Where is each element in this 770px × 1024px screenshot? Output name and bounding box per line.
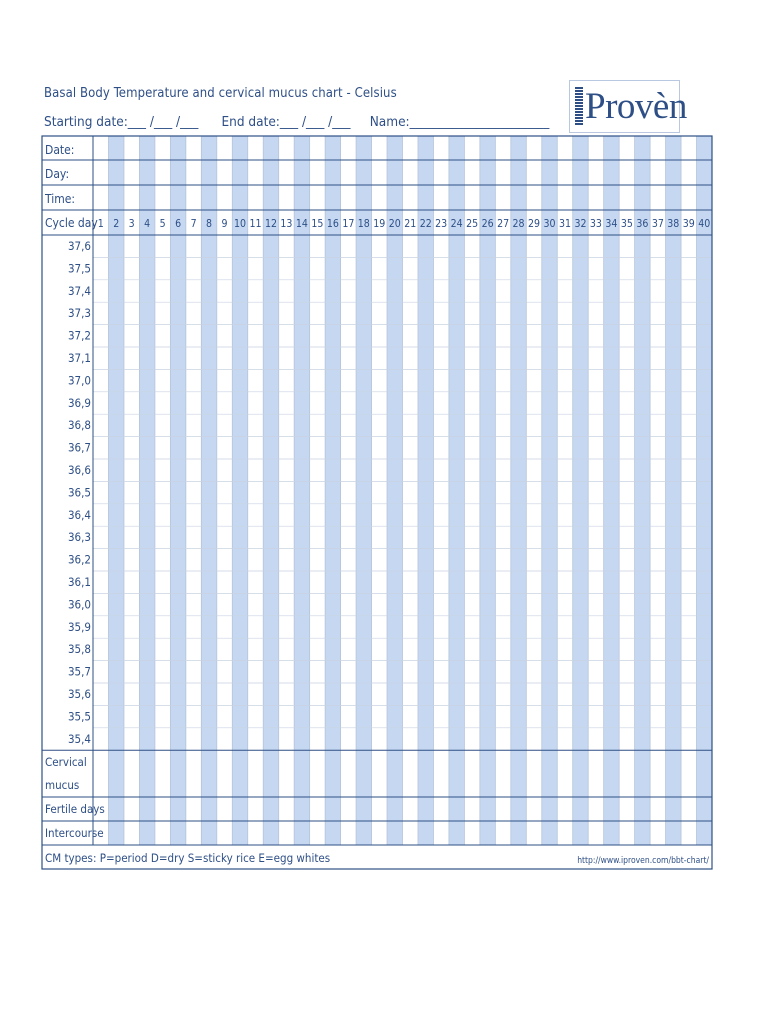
- day-column-stripe: [418, 136, 433, 845]
- day-column-stripe: [356, 136, 371, 845]
- temperature-label: 36,8: [67, 418, 91, 433]
- footer-url-link[interactable]: http://www.iproven.com/bbt-chart/: [577, 856, 709, 866]
- temperature-label: 35,9: [67, 619, 91, 634]
- cycle-day-number: 3: [128, 218, 135, 230]
- temperature-label: 37,2: [67, 328, 91, 343]
- cycle-day-number: 18: [357, 218, 370, 230]
- cycle-day-number: 27: [497, 218, 510, 230]
- temperature-label: 37,0: [67, 373, 91, 388]
- temperature-label: 37,6: [67, 239, 91, 253]
- row-label-fertile-days: Fertile days: [45, 802, 105, 816]
- temperature-label: 36,4: [67, 507, 91, 522]
- day-column-stripe: [635, 136, 650, 845]
- temperature-label: 37,1: [67, 351, 91, 365]
- cycle-day-number: 31: [558, 218, 572, 230]
- cycle-day-number: 19: [373, 218, 386, 230]
- day-column-stripe: [170, 136, 185, 845]
- cycle-day-number: 26: [481, 218, 494, 230]
- cycle-day-number: 21: [404, 218, 417, 230]
- cycle-day-number: 22: [419, 218, 432, 230]
- cycle-day-number: 33: [589, 218, 602, 230]
- cycle-day-number: 24: [450, 218, 463, 230]
- temperature-label: 36,3: [67, 530, 91, 545]
- day-column-stripe: [325, 136, 340, 845]
- day-column-stripe: [542, 136, 557, 845]
- temperature-label: 37,5: [67, 261, 91, 276]
- cycle-day-number: 23: [435, 218, 448, 230]
- temperature-label: 35,8: [67, 642, 91, 657]
- row-label-date: Date:: [45, 143, 75, 157]
- day-column-stripe: [449, 136, 464, 845]
- cycle-day-number: 30: [543, 218, 556, 230]
- day-column-stripe: [387, 136, 402, 845]
- temperature-label: 35,5: [67, 709, 91, 724]
- temperature-label: 35,7: [67, 664, 91, 679]
- cycle-day-number: 40: [698, 218, 711, 230]
- row-label-day: Day:: [45, 167, 70, 181]
- cycle-day-number: 36: [636, 218, 649, 230]
- cycle-day-number: 15: [311, 218, 324, 230]
- temperature-label: 36,0: [67, 597, 91, 612]
- temperature-label: 37,3: [67, 306, 91, 321]
- cycle-day-number: 9: [221, 218, 228, 230]
- day-column-stripe: [604, 136, 619, 845]
- cycle-day-number: 11: [249, 218, 262, 230]
- cycle-day-number: 35: [620, 218, 633, 230]
- temperature-label: 35,6: [67, 687, 91, 701]
- row-label-cervical: Cervical: [45, 755, 87, 769]
- day-column-stripe: [232, 136, 247, 845]
- cycle-day-number: 2: [113, 218, 120, 230]
- day-column-stripe: [139, 136, 154, 845]
- cycle-day-number: 39: [682, 218, 695, 230]
- day-column-stripe: [511, 136, 526, 845]
- day-column-stripe: [108, 136, 123, 845]
- row-label-intercourse: Intercourse: [45, 826, 104, 840]
- cycle-day-number: 5: [159, 218, 166, 230]
- row-label-cycle-day: Cycle day: [45, 216, 98, 230]
- temperature-label: 37,4: [67, 283, 91, 298]
- temperature-label: 36,7: [67, 440, 91, 455]
- cycle-day-number: 8: [206, 218, 213, 230]
- temperature-label: 36,1: [67, 575, 91, 589]
- cycle-day-number: 37: [651, 218, 664, 230]
- temperature-label: 35,4: [67, 731, 91, 746]
- cycle-day-number: 34: [605, 218, 618, 230]
- cycle-day-number: 13: [280, 218, 293, 230]
- cycle-day-number: 10: [233, 218, 247, 230]
- day-column-stripe: [201, 136, 216, 845]
- cycle-day-number: 29: [528, 218, 541, 230]
- starting-date-field[interactable]: Starting date:___ /___ /___: [44, 114, 199, 130]
- cycle-day-number: 32: [574, 218, 587, 230]
- cycle-day-number: 16: [326, 218, 339, 230]
- day-column-stripe: [263, 136, 278, 845]
- cycle-day-number: 6: [175, 218, 182, 230]
- cycle-day-number: 28: [512, 218, 525, 230]
- end-date-field[interactable]: End date:___ /___ /___: [221, 114, 351, 130]
- row-label-mucus: mucus: [45, 778, 80, 792]
- cycle-day-number: 1: [97, 218, 104, 230]
- day-column-stripe: [294, 136, 309, 845]
- temperature-label: 36,6: [67, 463, 91, 477]
- day-column-stripe: [480, 136, 495, 845]
- cycle-day-number: 17: [342, 218, 355, 230]
- cycle-day-number: 7: [190, 218, 197, 230]
- cm-types-legend: CM types: P=period D=dry S=sticky rice E=egg whites: [45, 851, 331, 865]
- temperature-label: 36,5: [67, 485, 91, 500]
- temperature-label: 36,9: [67, 395, 91, 410]
- cycle-day-number: 38: [667, 218, 680, 230]
- cycle-day-number: 4: [144, 218, 151, 230]
- day-column-stripe: [573, 136, 588, 845]
- day-column-stripe: [697, 136, 712, 845]
- temperature-label: 36,2: [67, 552, 91, 567]
- cycle-day-number: 25: [466, 218, 479, 230]
- day-column-stripe: [666, 136, 681, 845]
- cycle-day-number: 14: [295, 218, 308, 230]
- cycle-day-number: 20: [388, 218, 401, 230]
- cycle-day-number: 12: [264, 218, 277, 230]
- row-label-time: Time:: [45, 192, 76, 206]
- name-field[interactable]: Name:_______________________: [369, 114, 550, 130]
- logo-text: Provèn: [585, 86, 687, 127]
- chart-title: Basal Body Temperature and cervical mucus chart - Celsius: [44, 86, 397, 101]
